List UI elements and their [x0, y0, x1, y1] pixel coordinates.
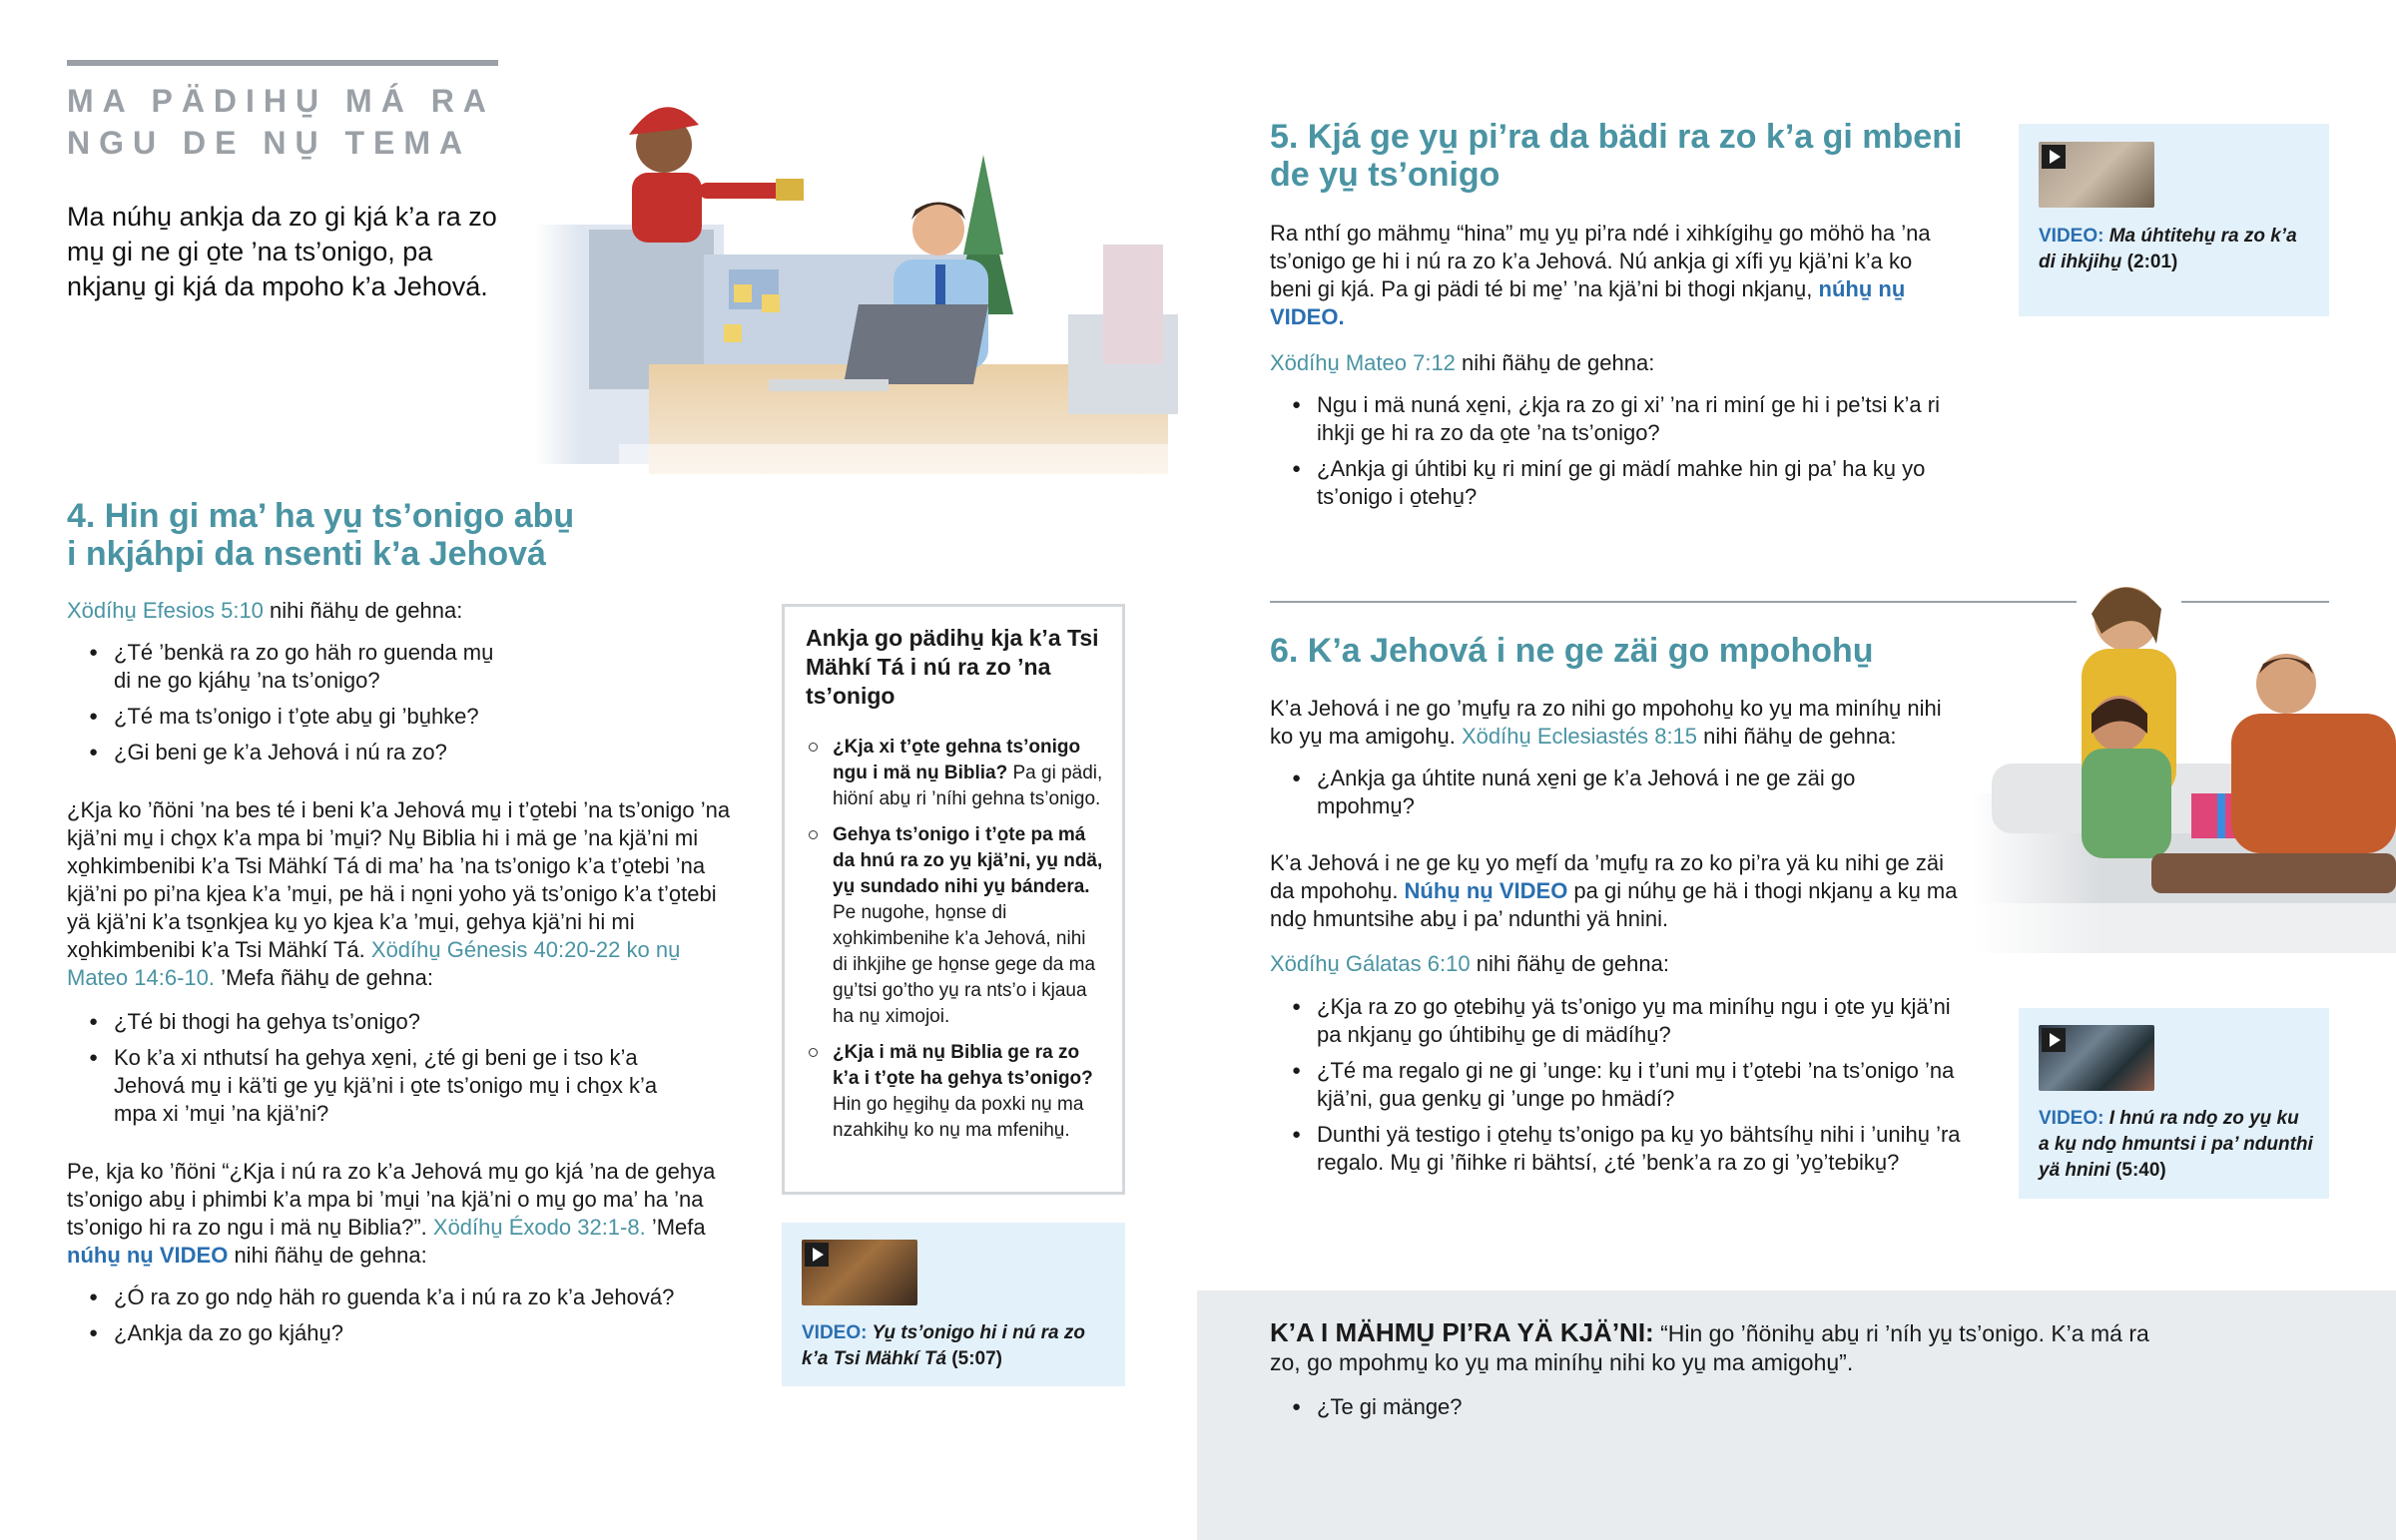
scripture-ref-efesios[interactable]: Xödíhu̱ Efesios 5:10 — [67, 598, 264, 623]
office-gift-illustration — [514, 95, 1183, 474]
scripture-ref-eclesiastes[interactable]: Xödíhu̱ Eclesiastés 8:15 — [1461, 724, 1698, 749]
section-4-read-line: Xödíhu̱ Efesios 5:10 nihi ñähu̱ de gehna: — [67, 598, 463, 623]
video-thumbnail[interactable] — [802, 1240, 917, 1305]
sidebox-bible-holidays — [782, 604, 1125, 1195]
list-item: ¿Kja i mä nu̱ Biblia ge ra zo k’a i t’o̱te ha gehya ts’onigo? Hin go he̱gihu̱ da poxki nu̱ ma nzahkihu̱ ko nu̱ ma mfenihu̱. — [785, 1040, 1104, 1144]
summary-text: K’A I MÄHMU̱ PI’RA YÄ KJÄ’NI: “Hin go ’ñönihu̱ abu̱ ri ’níh yu̱ ts’onigo. K’a má ra zo, go mpohmu̱ ko yu̱ ma miníhu̱ nihi ko yu̱ ma amigohu̱”. — [1270, 1317, 2149, 1375]
section-6-paragraph-2: K’a Jehová i ne ge ku̱ yo me̱fí da ’mu̱fu̱ ra zo ko pi’ra yä ku nihi ge zäi da mpohohu̱. Núhu̱ nu̱ VIDEO pa gi núhu̱ ge hä i thogi nkjanu̱ a ku̱ ma ndo̱ hmuntsihe abu̱ i pa’ ndunthi yä hnini. — [1270, 850, 1958, 931]
video-thumbnail[interactable] — [2039, 1025, 2154, 1091]
section-divider — [1270, 601, 2077, 603]
list-item: Gehya ts’onigo i t’o̱te pa má da hnú ra zo yu̱ kjä’ni, yu̱ ndä, yu̱ sundado nihi yu̱ bándera. Pe nugohe, ho̱nse di xo̱hkimbenihe k’a Jehová, nihi di ihkjihe ge ho̱nse gege da ma gu̱’tsi go’tho yu̱ ra nts’o i kjaua ha nu̱ ximojoi. — [785, 822, 1104, 1030]
family-gift-illustration — [1972, 564, 2396, 958]
section-6-read-line: Xödíhu̱ Gálatas 6:10 nihi ñähu̱ de gehna: — [1270, 951, 1669, 976]
video-caption: VIDEO: Ma úhtitehu̱ ra zo k’a di ihkjihu̱ (2:01) — [2039, 226, 2297, 272]
list-item: ● ¿Ankja ga úhtite nuná xe̱ni ge k’a Jehová i ne ge zäi go mpohmu̱? — [1270, 765, 1949, 820]
list-item: ● ¿Té ’benkä ra zo go häh ro guenda mu̱ di ne go kjáhu̱ ’na ts’onigo? — [67, 639, 496, 695]
play-icon[interactable] — [2042, 1028, 2066, 1052]
scripture-ref-galatas[interactable]: Xödíhu̱ Gálatas 6:10 — [1270, 951, 1471, 976]
video-caption: VIDEO: Yu̱ ts’onigo hi i nú ra zo k’a Tsi Mähkí Tá (5:07) — [802, 1322, 1085, 1369]
section-4-paragraph-2: Pe, kja ko ’ñöni “¿Kja i nú ra zo k’a Jehová mu̱ go kjá ’na de gehya ts’onigo abu̱ i phimbi k’a mpa bi ’mu̱i ’na kjä’ni o mu̱ go ma’ ha ’na ts’onigo hi ra zo ngu i mä nu̱ Biblia?”. Xödíhu̱ Éxodo 32:1-8. ’Mefa núhu̱ nu̱ VIDEO nihi ñähu̱ de gehna: — [67, 1159, 716, 1268]
list-item: ● ¿Ankja gi úhtibi ku̱ ri miní ge gi mädí mahke hin gi pa’ ha ku̱ yo ts’onigo i o̱tehu̱? — [1270, 455, 1949, 511]
list-item: ● ¿Ó ra zo go ndo̱ häh ro guenda k’a i nú ra zo k’a Jehová? — [67, 1283, 746, 1311]
summary-questions — [1270, 1393, 1869, 1429]
section-6-questions-2 — [1270, 993, 1979, 1185]
video-caption: VIDEO: I hnú ra ndo̱ zo yu̱ ku a ku̱ ndo̱ hmuntsi i pa’ ndunthi yä hnini (5:40) — [2039, 1108, 2313, 1181]
list-item: ● ¿Te gi mänge? — [1270, 1393, 1869, 1421]
list-item: ● Ko k’a xi nthutsí ha gehya xe̱ni, ¿té gi beni ge i tso k’a Jehová mu̱ i kä’ti ge yu̱ kjä’ni i o̱te ts’onigo mu̱ i cho̱x k’a mpa xi ’mu̱i ’na kjä’ni? — [67, 1044, 666, 1128]
section-6-title: 6. K’a Jehová i ne ge zäi go mpohohu̱ — [1270, 632, 1874, 670]
section-4-paragraph-1: ¿Kja ko ’ñöni ’na bes té i beni k’a Jehová mu̱ i t’o̱tebi ’na ts’onigo ’na kjä’ni mu̱ i cho̱x k’a mpa bi ’mu̱i? Nu̱ Biblia hi i mä ge ’na kjä’ni mi xo̱hkimbenibi k’a Tsi Mähkí Tá di ma’ ha ’na ts’onigo k’a t’o̱tebi ’na kjä’ni po pi’na kjea k’a ’mu̱i, pe hä i no̱ni yoho yä ts’onigo k’a t’o̱tebi yä kjä’ni k’a tso̱nkjea ku̱ yo kjea k’a ’mu̱i, gehya kjä’ni hi mi xo̱hkimbenibi k’a Tsi Mähkí Tá. Xödíhu̱ Génesis 40:20-22 ko nu̱ Mateo 14:6-10. ’Mefa ñähu̱ de gehna: — [67, 797, 731, 990]
section-6-questions-1 — [1270, 765, 1949, 828]
play-icon[interactable] — [2042, 145, 2066, 169]
play-icon[interactable] — [805, 1243, 829, 1267]
section-4-questions-1 — [67, 639, 496, 774]
summary-label: K’A I MÄHMU̱ PI’RA YÄ KJÄ’NI: — [1270, 1317, 1654, 1347]
sidebox-title: Ankja go pädihu̱ kja k’a Tsi Mähkí Tá i nú ra zo ’na ts’onigo — [806, 625, 1099, 709]
video-card-explain-beliefs[interactable] — [2019, 124, 2329, 316]
section-5-questions — [1270, 391, 1949, 519]
scripture-ref-exodo[interactable]: Xödíhu̱ Éxodo 32:1-8. — [432, 1215, 646, 1240]
section-4-title: 4. Hin gi ma’ ha yu̱ ts’onigo abu̱ i nkjáhpi da nsenti k’a Jehová — [67, 497, 575, 573]
intro-text: Ma núhu̱ ankja da zo gi kjá k’a ra zo mu̱ gi ne gi o̱te ’na ts’onigo, pa nkjanu̱ gi kjá da mpoho k’a Jehová. — [67, 202, 497, 301]
video-card-assembly[interactable] — [2019, 1008, 2329, 1199]
list-item: ● ¿Té ma ts’onigo i t’o̱te abu̱ gi ’bu̱hke? — [67, 703, 496, 731]
video-thumbnail[interactable] — [2039, 142, 2154, 208]
section-6-paragraph-1: K’a Jehová i ne go ’mu̱fu̱ ra zo nihi go mpohohu̱ ko yu̱ ma miníhu̱ nihi ko yu̱ ma amigohu̱. Xödíhu̱ Eclesiastés 8:15 nihi ñähu̱ de gehna: — [1270, 696, 1942, 749]
section-5-title: 5. Kjá ge yu̱ pi’ra da bädi ra zo k’a gi mbeni de yu̱ ts’onigo — [1270, 118, 1963, 194]
section-4-questions-3 — [67, 1283, 746, 1355]
section-5-paragraph: Ra nthí go mähmu̱ “hina” mu̱ yu̱ pi’ra ndé i xihkígihu̱ go möhö ha ’na ts’onigo ge hi i nú ra zo k’a Jehová. Nú ankja gi xífi yu̱ kjä’ni k’a ko beni gi kjá. Pa gi pädi té bi me̱’ ’na kjä’ni bi thogi nkjanu̱, núhu̱ nu̱ VIDEO. — [1270, 221, 1931, 329]
list-item: ¿Kja xi t’o̱te gehna ts’onigo ngu i mä nu̱ Biblia? Pa gi pädi, hiöní abu̱ ri ’níhi gehna ts’onigo. — [785, 735, 1104, 812]
scripture-ref-genesis-mateo[interactable]: Xödíhu̱ Génesis 40:20-22 ko nu̱ Mateo 14:6-10. — [67, 937, 681, 990]
list-item: ● ¿Kja ra zo go o̱tebihu̱ yä ts’onigo yu̱ ma miníhu̱ ngu i o̱te yu̱ kjä’ni pa nkjanu̱ go úhtibihu̱ ge di mädíhu̱? — [1270, 993, 1979, 1049]
scripture-ref-mateo[interactable]: Xödíhu̱ Mateo 7:12 — [1270, 350, 1456, 375]
list-item: ● Dunthi yä testigo i o̱tehu̱ ts’onigo pa ku̱ yo bähtsíhu̱ nihi i ’unihu̱ ’ra regalo. Mu̱ gi ’ñihke ri bähtsí, ¿té ’benk’a ra zo gi ’yo̱’tebiku̱? — [1270, 1121, 1979, 1177]
video-card-holidays[interactable] — [782, 1223, 1125, 1386]
list-item: ● ¿Té ma regalo gi ne gi ’unge: ku̱ i t’uni mu̱ i t’o̱tebi ’na ts’onigo ’na kjä’ni, gua genku̱ gi ’unge po hmädí? — [1270, 1057, 1979, 1113]
list-item: ● ¿Ankja da zo go kjáhu̱? — [67, 1319, 746, 1347]
section-5-read-line: Xödíhu̱ Mateo 7:12 nihi ñähu̱ de gehna: — [1270, 350, 1655, 375]
list-item: ● ¿Té bi thogi ha gehya ts’onigo? — [67, 1008, 666, 1036]
list-item: ● Ngu i mä nuná xe̱ni, ¿kja ra zo gi xi’ ’na ri miní ge hi i pe’tsi k’a ri ihkji ge hi ra zo da o̱te ’na ts’onigo? — [1270, 391, 1949, 447]
watch-video-link[interactable]: núhu̱ nu̱ VIDEO. — [1270, 276, 1906, 329]
section-4-questions-2 — [67, 1008, 666, 1136]
header-rule — [67, 60, 498, 66]
watch-video-link[interactable]: núhu̱ nu̱ VIDEO — [67, 1243, 229, 1268]
list-item: ● ¿Gi beni ge k’a Jehová i nú ra zo? — [67, 739, 496, 767]
sidebox-list — [785, 735, 1104, 1144]
watch-video-link[interactable]: Núhu̱ nu̱ VIDEO — [1404, 878, 1568, 903]
header-title: MA PÄDIHU̱ MÁ RA NGU DE NU̱ TEMA — [67, 83, 494, 161]
